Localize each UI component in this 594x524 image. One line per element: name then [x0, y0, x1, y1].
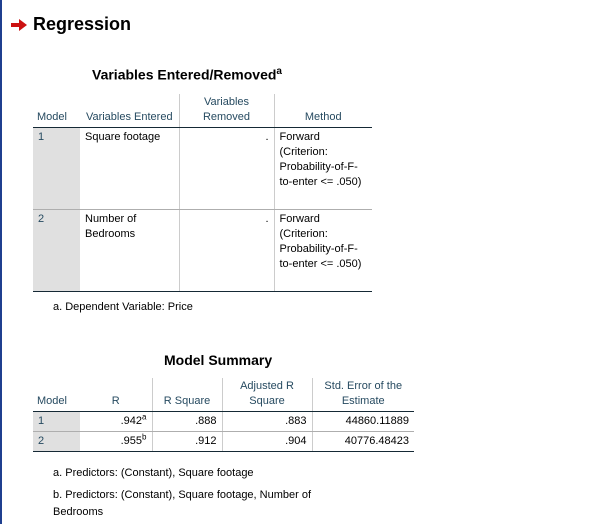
std-error-cell: 40776.48423: [312, 432, 414, 452]
col-header-model: Model: [33, 378, 80, 412]
variables-entered-cell: Square footage: [80, 128, 179, 210]
model-cell: 2: [33, 210, 80, 292]
col-header-model: Model: [33, 94, 80, 128]
r-value: .955: [120, 435, 143, 447]
summary-footnote-a: a. Predictors: (Constant), Square footage: [53, 467, 254, 479]
variables-table-footnote: a. Dependent Variable: Price: [53, 301, 193, 313]
r-cell: [80, 412, 152, 432]
variables-removed-cell: .: [179, 128, 274, 210]
col-header-r-square: R Square: [152, 378, 222, 412]
window-left-border: [0, 0, 2, 524]
table-row: [33, 432, 414, 452]
table-row: [33, 210, 372, 292]
table-header-row: [33, 94, 372, 128]
col-header-variables-entered: Variables Entered: [80, 94, 179, 128]
variables-table-title-sup: a: [276, 66, 282, 77]
red-arrow-icon: [10, 18, 28, 32]
col-header-method: Method: [274, 94, 372, 128]
r-footnote-marker: b: [142, 432, 147, 442]
regression-title: Regression: [33, 14, 132, 34]
r-footnote-marker: a: [142, 412, 147, 422]
variables-entered-cell: Number of Bedrooms: [80, 210, 179, 292]
table-header-row: [33, 378, 414, 412]
table-row: [33, 128, 372, 210]
model-summary-table: [33, 378, 414, 452]
variables-table-title: [92, 66, 282, 83]
r-cell: [80, 432, 152, 452]
r-square-cell: .912: [152, 432, 222, 452]
model-summary-title: Model Summary: [164, 352, 273, 368]
method-cell: Forward (Criterion: Probability-of-F-to-enter <= .050): [274, 128, 372, 210]
std-error-cell: 44860.11889: [312, 412, 414, 432]
col-header-variables-removed: Variables Removed: [179, 94, 274, 128]
table-row: [33, 412, 414, 432]
r-value: .942: [120, 415, 143, 427]
model-cell: 2: [33, 432, 80, 452]
r-square-cell: .888: [152, 412, 222, 432]
model-cell: 1: [33, 412, 80, 432]
col-header-std-error: Std. Error of the Estimate: [312, 378, 414, 412]
output-heading[interactable]: [10, 14, 131, 35]
col-header-adjusted-r-square: Adjusted R Square: [222, 378, 312, 412]
summary-footnote-b: b. Predictors: (Constant), Square footage, Number of Bedrooms: [53, 489, 312, 518]
method-cell: Forward (Criterion: Probability-of-F-to-enter <= .050): [274, 210, 372, 292]
col-header-r: R: [80, 378, 152, 412]
variables-table-title-text: Variables Entered/Removed: [92, 66, 277, 83]
model-cell: 1: [33, 128, 80, 210]
variables-entered-removed-table: [33, 94, 372, 292]
adjusted-r-square-cell: .904: [222, 432, 312, 452]
adjusted-r-square-cell: .883: [222, 412, 312, 432]
variables-removed-cell: .: [179, 210, 274, 292]
